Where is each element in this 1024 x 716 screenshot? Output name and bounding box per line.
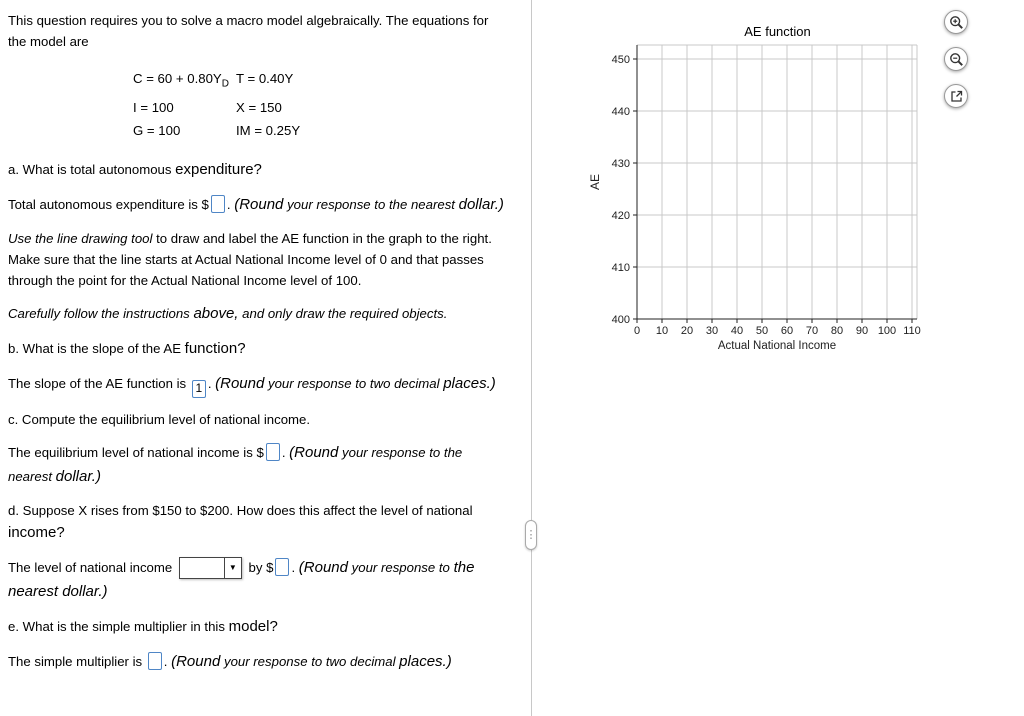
subscript-d: D: [221, 78, 229, 90]
equation-consumption: $C = 60 + 0.80Y_D$: [133, 71, 229, 90]
open-in-new-window-button[interactable]: [944, 84, 968, 108]
zoom-out-button[interactable]: [944, 47, 968, 71]
svg-text:90: 90: [855, 325, 869, 337]
svg-text:420: 420: [611, 210, 630, 222]
question-b: b. What is the slope of the AE function?: [8, 340, 246, 358]
model-equations: [133, 67, 507, 142]
svg-text:30: 30: [705, 325, 719, 337]
careful-note: Carefully follow the instructions above, and only draw the required objects.: [8, 305, 448, 323]
equation-row: [133, 119, 507, 142]
svg-text:100: 100: [877, 325, 897, 337]
open-in-new-window-icon: [949, 89, 964, 104]
answer-d-label: The level of national income: [8, 560, 176, 576]
draw-instruction: Use the line drawing tool to draw and label the AE function in the graph to the right. Make sure that the line starts at Actual National Income level of 0 and that passes through the point for the Actual National Income level of 100.: [8, 230, 492, 289]
question-d: d. Suppose X rises from $150 to $200. How does this affect the level of national income?: [8, 502, 473, 542]
answer-e-label: The simple multiplier is: [8, 654, 146, 670]
svg-text:60: 60: [780, 325, 794, 337]
svg-text:440: 440: [611, 106, 630, 118]
question-a: a. What is total autonomous expenditure?: [8, 160, 262, 178]
svg-text:430: 430: [611, 158, 630, 170]
answer-line-a: Total autonomous expenditure is $ . (Round your response to the nearest dollar.): [8, 195, 504, 213]
equation-row: [133, 67, 507, 96]
equation-taxes: T = 0.40Y: [236, 71, 294, 87]
answer-c-input[interactable]: [266, 443, 280, 461]
equation-investment: I = 100: [133, 99, 174, 115]
answer-a-input[interactable]: [211, 195, 225, 213]
svg-text:410: 410: [611, 262, 630, 274]
answer-line-b: The slope of the AE function is 1 . (Round your response to two decimal places.): [8, 372, 507, 398]
intro-line: This question requires you to solve a macro model algebraically. The equations for the model are: [8, 13, 489, 50]
answer-line-c: The equilibrium level of national income is $ . (Round your response to the nearest dollar.): [8, 443, 463, 485]
dropdown-arrow-icon[interactable]: ▼: [224, 558, 241, 578]
svg-text:40: 40: [730, 325, 744, 337]
graph-grid: [612, 45, 921, 337]
answer-b-label: The slope of the AE function is: [8, 376, 190, 392]
answer-a-label: Total autonomous expenditure is $: [8, 196, 209, 212]
svg-text:20: 20: [680, 325, 694, 337]
svg-text:50: 50: [755, 325, 769, 337]
answer-b-input[interactable]: 1: [192, 380, 206, 398]
graph-toolbar: [944, 10, 968, 108]
question-c: c. Compute the equilibrium level of national income.: [8, 411, 311, 427]
y-axis-label: AE: [588, 173, 602, 191]
svg-text:80: 80: [830, 325, 844, 337]
question-e: e. What is the simple multiplier in this model?: [8, 618, 278, 636]
equation-row: [133, 96, 507, 119]
svg-text:70: 70: [805, 325, 819, 337]
dropdown-value: [180, 558, 224, 578]
answer-e-input[interactable]: [148, 652, 162, 670]
svg-text:110: 110: [903, 325, 921, 337]
answer-line-e: The simple multiplier is . (Round your response to two decimal places.): [8, 653, 452, 671]
svg-text:0: 0: [633, 325, 641, 337]
equation-imports: IM = 0.25Y: [236, 122, 301, 138]
answer-d-input[interactable]: [275, 558, 289, 576]
ae-graph-plot-area[interactable]: [587, 39, 932, 355]
svg-text:400: 400: [611, 314, 630, 326]
answer-c-label: The equilibrium level of national income is $: [8, 444, 264, 460]
income-change-dropdown[interactable]: [179, 557, 242, 579]
equation-exports: X = 150: [236, 99, 282, 115]
graph-title: AE function: [744, 24, 811, 39]
equation-government: G = 100: [133, 122, 181, 138]
svg-text:10: 10: [655, 325, 669, 337]
svg-text:450: 450: [611, 54, 630, 66]
zoom-in-button[interactable]: [944, 10, 968, 34]
zoom-in-icon: [949, 15, 964, 30]
x-axis-label: Actual National Income: [717, 340, 837, 352]
zoom-out-icon: [949, 52, 964, 67]
intro-text: [8, 10, 507, 52]
answer-line-d: The level of national income ▼ by $ . (Round your response to the nearest dollar.): [8, 559, 475, 601]
drag-dots-icon: ⋮: [525, 528, 537, 541]
